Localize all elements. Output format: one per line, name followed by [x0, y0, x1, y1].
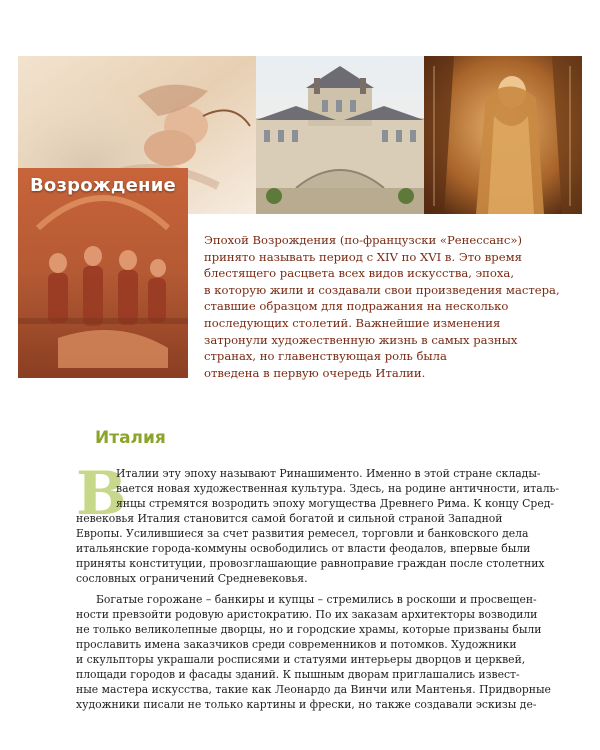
paragraph-line: сословных ограничений Средневековья. — [76, 572, 308, 585]
intro-line: затронули художественную жизнь в самых разных — [204, 332, 518, 347]
chateau-fontainebleau-image — [256, 56, 424, 214]
paragraph-line: ности превзойти родовую аристократию. По их заказам архитекторы возводили — [76, 608, 538, 621]
intro-line: в которую жили и создавали свои произведения мастера, — [204, 282, 560, 297]
intro-line: ставшие образцом для подражания на несколько — [204, 299, 509, 314]
paragraph-line: прославить имена заказчиков среди современников и потомков. Художники — [76, 638, 517, 651]
paragraph-line: вается новая художественная культура. Здесь, на родине античности, италь- — [116, 482, 560, 495]
paragraph-line: не только великолепные дворцы, но и городские храмы, которые призваны были — [76, 623, 542, 636]
intro-line: блестящего расцвета всех видов искусства, эпоха, — [204, 266, 515, 281]
paragraph-line: янцы стремятся возродить эпоху могущества Древнего Рима. К концу Сред- — [116, 497, 555, 510]
school-of-athens-fresco-image — [18, 168, 188, 378]
intro-line: принято называть период с XIV по XVI в. Это время — [204, 249, 522, 264]
drop-cap: В — [76, 459, 127, 529]
paragraph-line: Италии эту эпоху называют Ринашименто. Именно в этой стране склады- — [116, 467, 541, 480]
intro-line: последующих столетий. Важнейшие изменения — [204, 315, 501, 330]
paragraph-line: Богатые горожане – банкиры и купцы – стремились в роскоши и просвещен- — [96, 593, 537, 606]
paragraph-line: невековья Италия становится самой богатой и сильной страной Западной — [76, 512, 503, 525]
body-text — [76, 459, 560, 712]
paragraph-line: ные мастера искусства, такие как Леонардо да Винчи или Мантенья. Придворные — [76, 683, 551, 696]
paragraph-line: итальянские города-коммуны освободились от власти феодалов, впервые были — [76, 542, 531, 555]
paragraph-line: Европы. Усилившиеся за счет развития ремесел, торговли и банковского дела — [76, 527, 529, 540]
intro-line: Эпохой Возрождения (по-французски «Ренессанс») — [204, 233, 522, 247]
paragraph-line: художники писали не только картины и фрески, но также создавали эскизы де- — [76, 698, 537, 711]
intro-paragraph — [204, 232, 576, 381]
paragraph-line: площади городов и фасады зданий. К пышным дворам приглашались извест- — [76, 668, 520, 681]
intro-line: отведена в первую очередь Италии. — [204, 365, 426, 380]
paragraph-line: и скульпторы украшали росписями и статуями интерьеры дворцов и церквей, — [76, 653, 526, 666]
carved-altar-madonna-image — [424, 56, 582, 214]
chapter-title: Возрождение — [30, 175, 176, 196]
section-title: Италия — [95, 428, 166, 448]
intro-line: странах, но главенствующая роль была — [204, 349, 447, 364]
paragraph-line: приняты конституции, провозглашающие равноправие граждан после столетних — [76, 557, 545, 570]
